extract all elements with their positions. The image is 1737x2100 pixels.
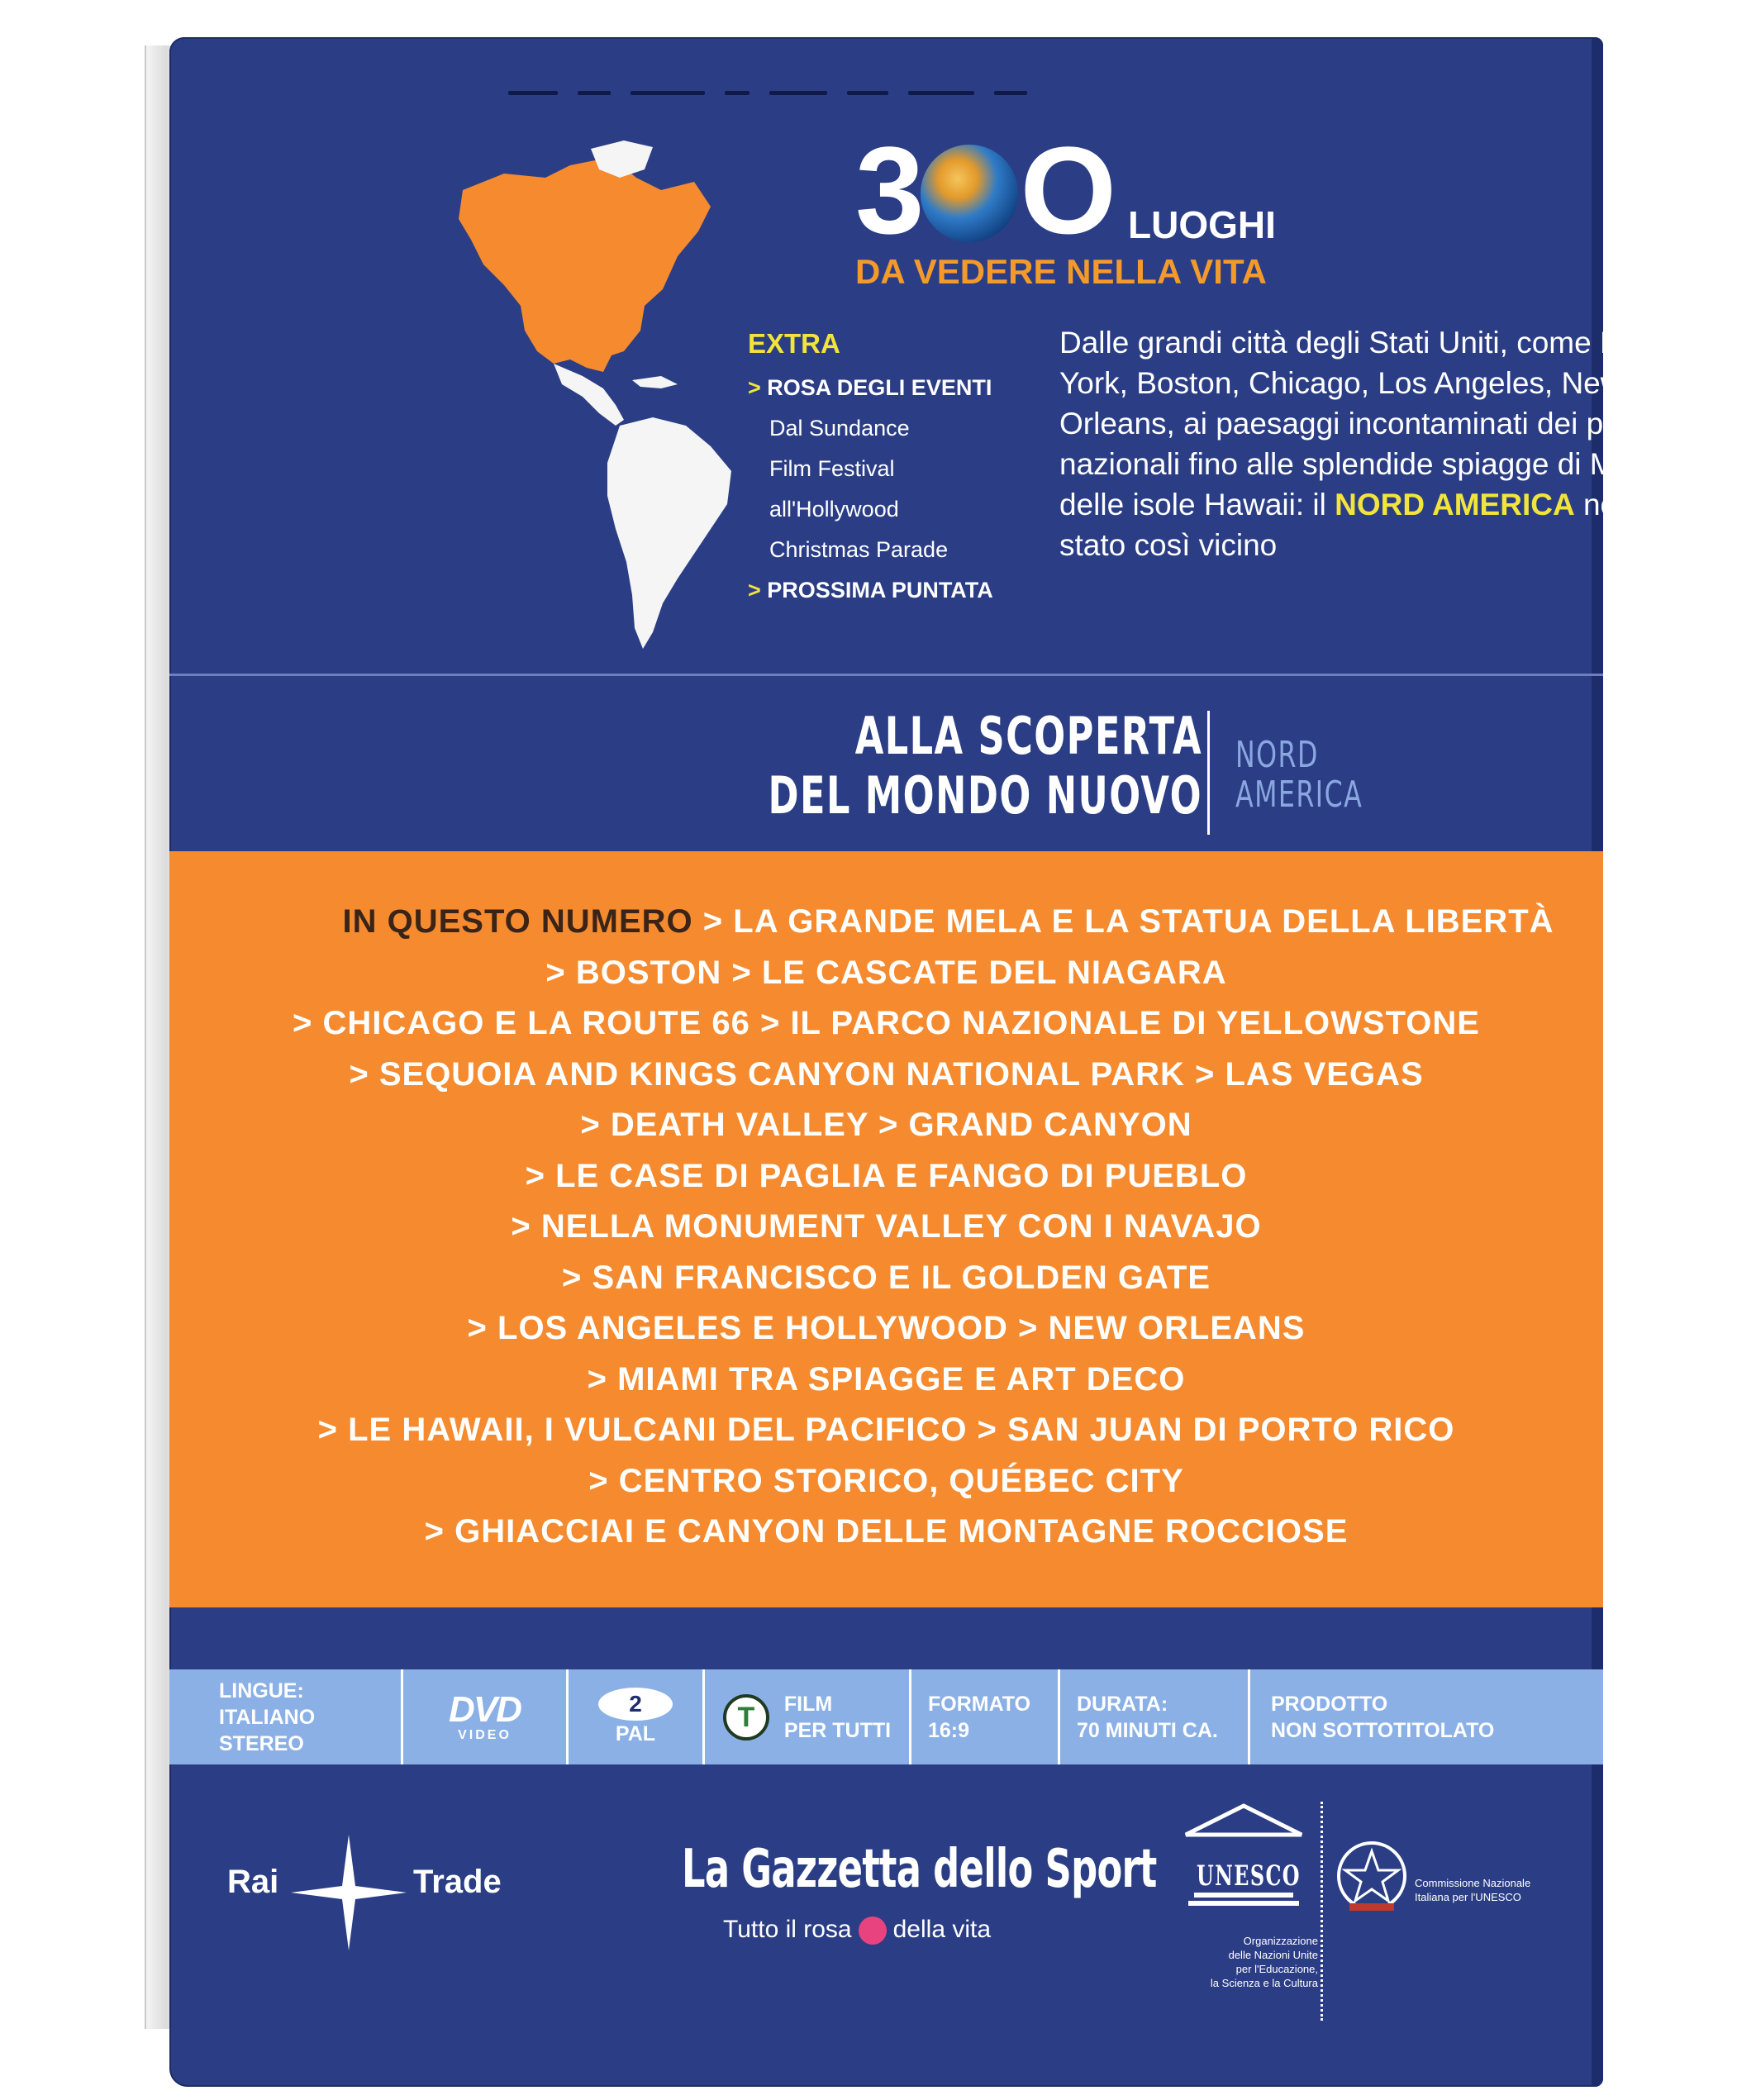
contents-lead: IN QUESTO NUMERO [342,903,693,940]
rosa-ball-icon [859,1917,887,1945]
trade-logo-text: Trade [413,1864,502,1900]
description-text [1059,322,1737,565]
episode-contents [169,897,1603,1558]
contents-row: > NELLA MONUMENT VALLEY CON I NAVAJO [511,1208,1262,1245]
extra-item: > PROSSIMA PUNTATA [748,578,993,602]
extra-title: EXTRA [748,328,840,359]
unesco-temple-icon [1182,1802,1306,1909]
rai-trade-star-icon [291,1835,407,1950]
info-region [566,1669,702,1764]
contents-row: > SAN FRANCISCO E IL GOLDEN GATE [561,1259,1211,1296]
technical-info-bar [169,1669,1603,1764]
durata-label: DURATA: [1077,1692,1168,1716]
logo-subtitle: DA VEDERE NELLA VITA [855,252,1267,291]
unesco-dotted-divider [1321,1802,1323,2021]
extra-item: all'Hollywood [769,497,899,521]
dvd-video-icon: DVD [449,1688,521,1730]
prodotto-line1: PRODOTTO [1271,1692,1388,1716]
commission-text: Commissione Nazionale Italiana per l'UNESCO [1415,1877,1531,1903]
top-edge-marks [508,83,1417,91]
central-america-shape [554,364,624,426]
info-prodotto [1248,1669,1603,1764]
series-title-line1: ALLA SCOPERTA [854,706,1202,766]
unesco-description: Organizzazione delle Nazioni Unite per l'Educazione, la Scienza e la Cultura [1210,1935,1318,1989]
series-region-line2: AMERICA [1235,774,1363,816]
logo-digit-zero: O [1020,120,1112,260]
lingue-value: ITALIANO STEREO [219,1705,316,1755]
dvd-back-cover [169,37,1718,2087]
contents-row: > LE CASE DI PAGLIA E FANGO DI PUEBLO [525,1157,1248,1194]
film-line2: PER TUTTI [783,1718,892,1742]
film-line1: FILM [783,1692,833,1716]
contents-row: > MIAMI TRA SPIAGGE E ART DECO [587,1360,1186,1398]
series-title-line2: DEL MONDO NUOVO [768,765,1202,826]
info-lingue [169,1669,401,1764]
rating-t-icon: T [723,1694,769,1740]
contents-row: > LE HAWAII, I VULCANI DEL PACIFICO > SAN JUAN DI PORTO RICO [317,1412,1455,1448]
dvd-video-label: VIDEO [458,1727,512,1742]
section-divider [169,674,1603,676]
region-label: PAL [615,1721,656,1745]
north-america-shape [459,157,711,372]
region-disc-icon: 2 [598,1688,673,1721]
formato-value: 16:9 [928,1718,970,1742]
contents-row: > LOS ANGELES E HOLLYWOOD > NEW ORLEANS [467,1310,1306,1346]
extra-item: Christmas Parade [769,537,949,562]
logo-digit-three: 3 [855,120,920,260]
prodotto-line2: NON SOTTOTITOLATO [1271,1718,1495,1742]
info-formato [909,1669,1058,1764]
unesco-word: UNESCO [1197,1860,1301,1893]
contents-row: > BOSTON > LE CASCATE DEL NIAGARA [545,954,1227,991]
extra-item: > ROSA DEGLI EVENTI [748,375,992,400]
italian-emblem-icon [1335,1839,1409,1913]
info-durata [1058,1669,1248,1764]
contents-row: > CHICAGO E LA ROUTE 66 > IL PARCO NAZIONALE DI YELLOWSTONE [293,1005,1480,1041]
lingue-label: LINGUE: [219,1679,304,1702]
rai-logo-text: Rai [227,1864,279,1900]
contents-row: IN QUESTO NUMERO > LA GRANDE MELA E LA STATUA DELLA LIBERTÀ [342,903,1554,940]
series-region [1235,736,1363,815]
contents-row: > SEQUOIA AND KINGS CANYON NATIONAL PARK > LAS VEGAS [349,1055,1424,1093]
durata-value: 70 MINUTI CA. [1077,1718,1218,1742]
gazzetta-logo: La Gazzetta dello Sport [682,1839,1157,1900]
contents-row: > GHIACCIAI E CANYON DELLE MONTAGNE ROCCIOSE [424,1513,1349,1550]
contents-row: > CENTRO STORICO, QUÉBEC CITY [588,1462,1184,1499]
description-highlight: NORD AMERICA [1335,488,1575,521]
extra-item: Film Festival [769,456,895,481]
contents-row: > DEATH VALLEY > GRAND CANYON [580,1107,1192,1143]
globe-icon [921,145,1018,242]
logo-luoghi: LUOGHI [1128,203,1276,246]
series-region-line1: NORD [1235,734,1319,776]
info-dvd [401,1669,566,1764]
formato-label: FORMATO [928,1692,1031,1716]
extra-list [748,328,993,611]
caribbean-shape [632,376,678,388]
logo-number [855,120,1112,260]
description-tail: non è mai stato così vicino [1059,488,1718,562]
series-separator [1207,711,1210,835]
series-title [750,707,1202,826]
americas-map [446,140,744,653]
south-america-shape [607,417,731,649]
info-rating [702,1669,909,1764]
description-body: Dalle grandi città degli Stati Uniti, come New York, Boston, Chicago, Los Angeles, New Orleans, ai paesaggi incontaminati dei parchi nazionali fino alle splendide spiagge di Miami e delle isole Hawaii: il [1059,326,1697,521]
gazzetta-tagline: Tutto il rosa della vita [723,1916,991,1945]
extra-item: Dal Sundance [769,416,910,440]
